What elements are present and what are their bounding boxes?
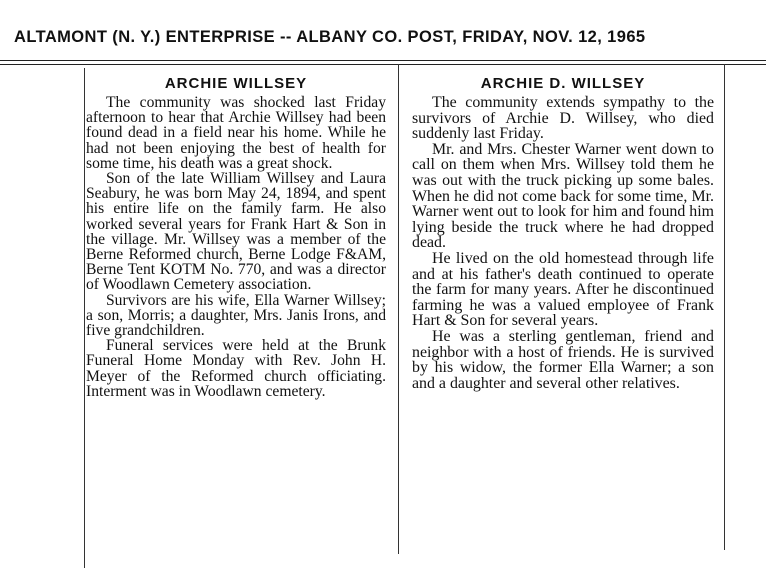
right-article (412, 74, 714, 391)
left-article (86, 74, 386, 399)
newspaper-masthead: ALTAMONT (N. Y.) ENTERPRISE -- ALBANY CO. POST, FRIDAY, NOV. 12, 1965 (14, 28, 646, 46)
left-article-paragraph-4: Funeral services were held at the Brunk Funeral Home Monday with Rev. John H. Meyer of the Reformed church officiating. Interment was in Woodlawn cemetery. (86, 337, 386, 400)
right-article-paragraph-1: The community extends sympathy to the survivors of Archie D. Willsey, who died suddenly last Friday. (412, 94, 714, 143)
column-divider (398, 64, 399, 554)
right-article-paragraph-4: He was a sterling gentleman, friend and neighbor with a host of friends. He is survived by his widow, the former Ella Warner; a son and a daughter and several other relatives. (412, 327, 714, 392)
right-article-heading: ARCHIE D. WILLSEY (480, 75, 646, 92)
left-column-border (84, 68, 85, 568)
left-article-paragraph-3: Survivors are his wife, Ella Warner Willsey; a son, Morris; a daughter, Mrs. Janis Irons, and five grandchildren. (86, 291, 386, 340)
right-article-paragraph-2: Mr. and Mrs. Chester Warner went down to call on them when Mrs. Willsey told them he was out with the truck picking up some bales. When he did not come back for some time, Mr. Warner went out to look for him and found him lying beside the truck where he had dropped dead. (412, 140, 714, 252)
left-article-heading: ARCHIE WILLSEY (164, 75, 308, 92)
left-article-paragraph-1: The community was shocked last Friday afternoon to hear that Archie Willsey had been found dead in a field near his home. While he had not been enjoying the best of health for some time, his death was a great shock. (86, 94, 386, 172)
masthead-rule-bottom (0, 64, 766, 65)
right-column-border (724, 64, 725, 550)
left-article-paragraph-2: Son of the late William Willsey and Laura Seabury, he was born May 24, 1894, and spent his entire life on the family farm. He also worked several years for Frank Hart & Son in the village. Mr. Willsey was a member of the Berne Reformed church, Berne Lodge F&AM, Berne Tent KOTM No. 770, and was a director of Woodlawn Cemetery association. (86, 170, 386, 294)
masthead-rule-top (0, 60, 766, 61)
right-article-paragraph-3: He lived on the old homestead through life and at his father's death continued to operate the farm for many years. After he discontinued farming he was a valued employee of Frank Hart & Son for several years. (412, 249, 714, 330)
